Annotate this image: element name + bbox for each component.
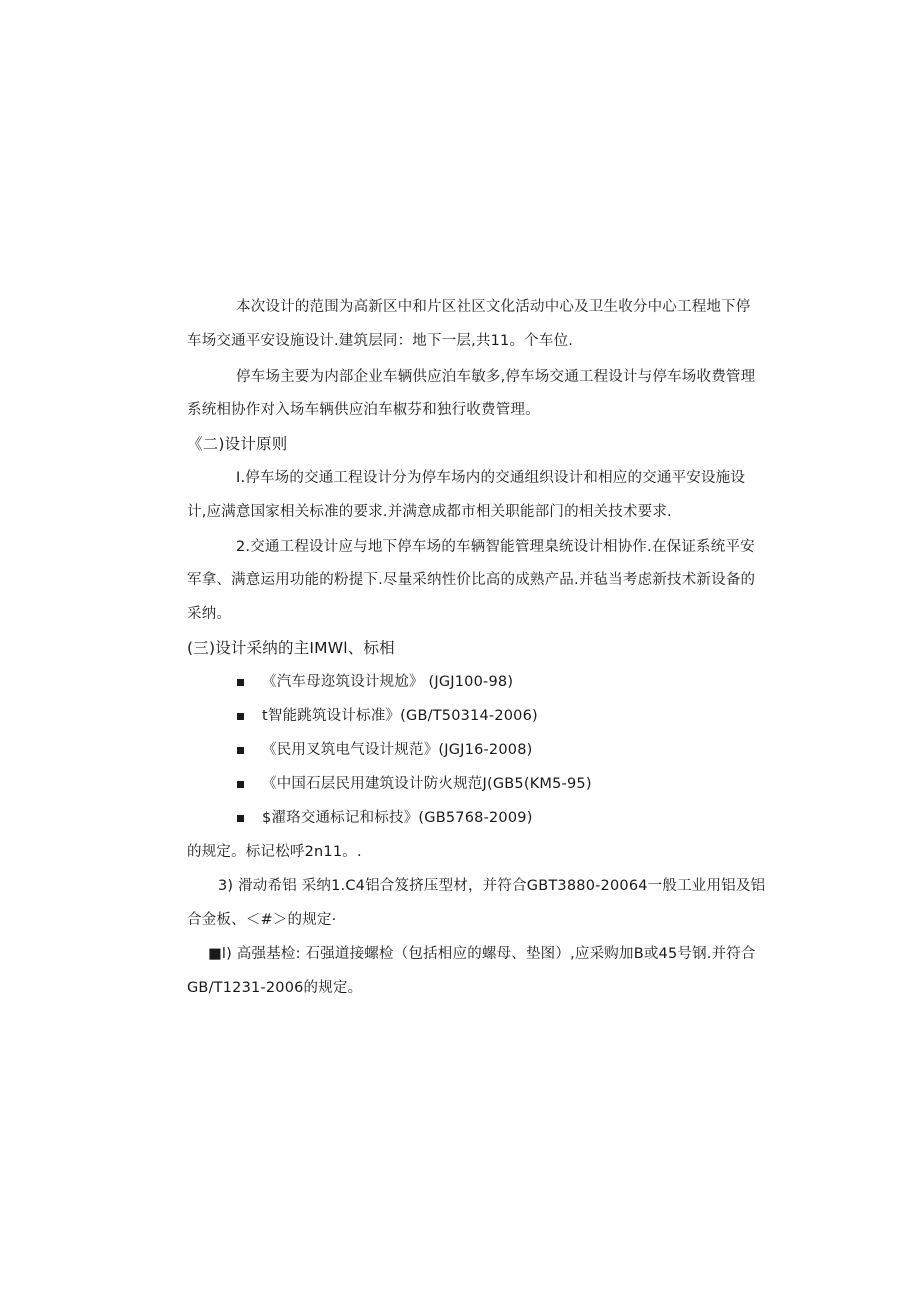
standard-item-text: 《中国石层民用建筑设计防火规范J(GB5(KM5-95) [262,776,592,792]
paragraph-scope-line-2: 车场交通平安设施设计.建筑层同：地下一层,共11。个车位. [187,333,574,349]
principle-2-line-1: 2.交通工程设计应与地下停车场的车辆智能管理臬统设计相协作.在保证系统平安 [236,539,755,555]
standard-item-text: 《民用叉筑电气设计规范》(JGJ16-2008) [262,742,533,758]
bullet-icon [237,815,244,822]
regulation-note-line: 的规定。标记松呼2n11。. [187,844,362,860]
principle-1-line-1: I.停车场的交通工程设计分为停车场内的交通组织设计和相应的交通平安设施设 [236,470,746,486]
standard-item-text: $濯珞交通标记和标技》(GB5768-2009) [262,810,533,826]
aluminum-item-line-1: 3) 滑动希铝 采纳1.C4铝合笈挤压型材，并符合GBT3880-20064一般工业用铝及铝 [218,878,766,894]
bullet-icon [237,713,244,720]
principle-2-line-2: 军拿、满意运用功能的粉提下.尽量采纳性价比高的成熟产品.并毡当考虑新技术新设备的 [187,572,756,588]
bolt-item-line-2: GB/T1231-2006的规定。 [187,980,363,996]
bullet-icon [237,679,244,686]
bullet-icon [237,747,244,754]
bolt-item-line-1: ■l) 高强基检: 石强道接螺检（包括相应的螺母、垫图）,应采购加B或45号钢.并符合 [208,946,756,962]
aluminum-item-line-2: 合金板、＜#＞的规定· [187,912,337,928]
paragraph-usage-line-1: 停车场主要为内部企业车辆供应泊车敏多,停车场交通工程设计与停车场收费管理 [236,369,756,385]
principle-1-line-2: 计,应满意国家相关标准的要求.并满意成都市相关职能部门的相关技术要求. [187,504,672,520]
paragraph-scope-line-1: 本次设计的范围为高新区中和片区社区文化活动中心及卫生收分中心工程地下停 [236,299,751,315]
section-heading-design-principles: 《二)设计原则 [187,435,288,453]
section-heading-standards: (三)设计采纳的主IMWl、标相 [187,639,395,657]
paragraph-usage-line-2: 系统相协作对入场车辆供应泊车椒芬和独行收费管理。 [187,402,540,418]
bullet-icon [237,781,244,788]
standard-item-text: 《汽车母迩筑设计规尬》 (JGJ100-98) [262,674,514,690]
standard-item-text: t智能跳筑设计标准》(GB/T50314-2006) [262,708,538,724]
principle-2-line-3: 采纳。 [187,606,232,622]
